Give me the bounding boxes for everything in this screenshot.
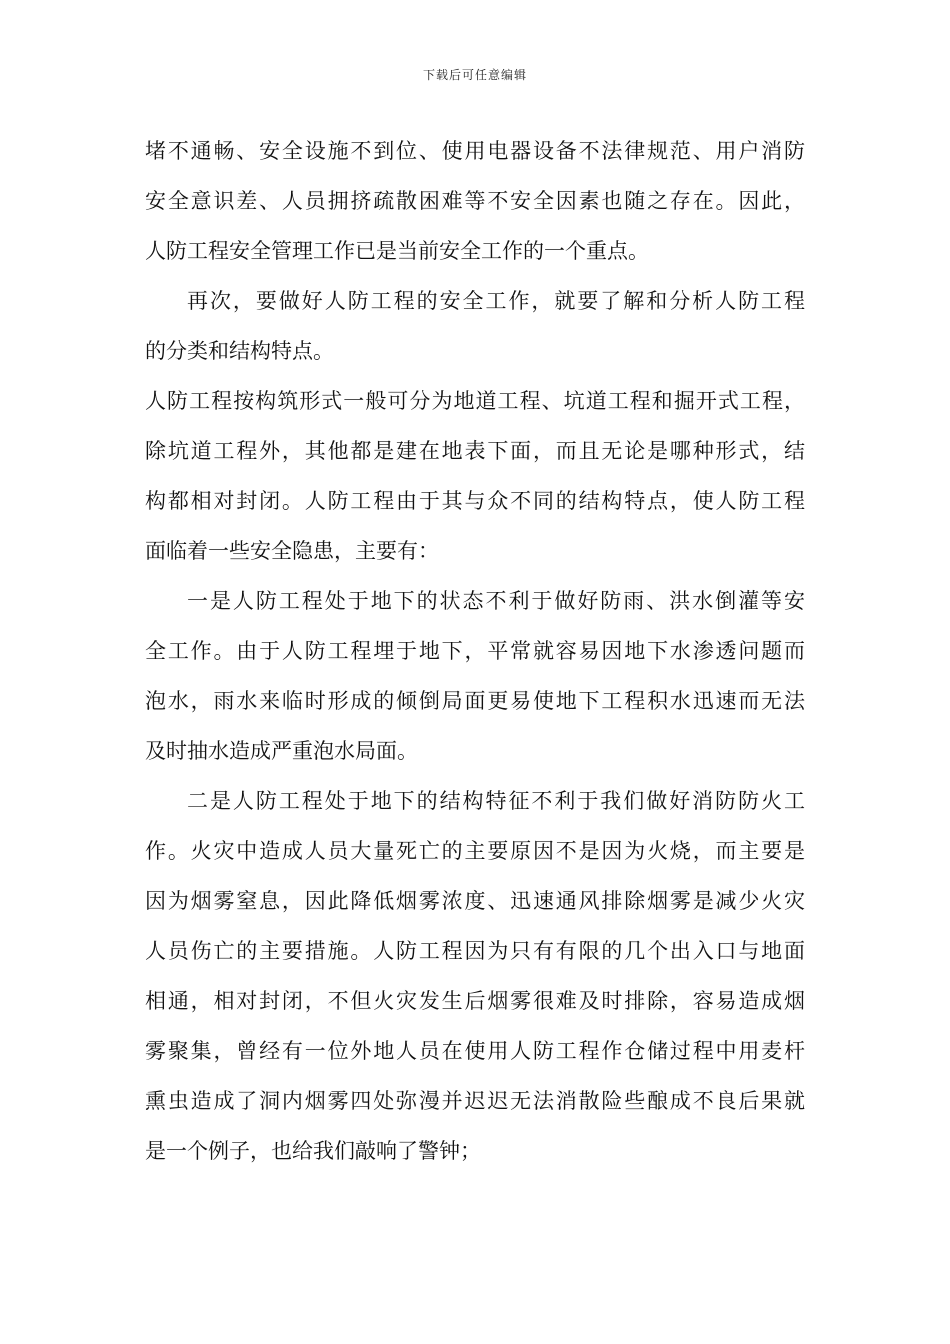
- text-line: 除坑道工程外，其他都是建在地表下面，而且无论是哪种形式，结: [145, 439, 805, 463]
- text-line: 二是人防工程处于地下的结构特征不利于我们做好消防防火工: [187, 789, 805, 813]
- text-line: 人防工程按构筑形式一般可分为地道工程、坑道工程和掘开式工程，: [145, 389, 805, 413]
- text-line: 构都相对封闭。人防工程由于其与众不同的结构特点，使人防工程: [145, 489, 805, 513]
- text-line: 熏虫造成了洞内烟雾四处弥漫并迟迟无法消散险些酿成不良后果就: [145, 1089, 805, 1113]
- text-line: 及时抽水造成严重泡水局面。: [145, 739, 418, 763]
- text-line: 一是人防工程处于地下的状态不利于做好防雨、洪水倒灌等安: [187, 589, 805, 613]
- document-body: [145, 126, 805, 1176]
- text-line: 因为烟雾窒息，因此降低烟雾浓度、迅速通风排除烟雾是减少火灾: [145, 889, 805, 913]
- text-line: 雾聚集，曾经有一位外地人员在使用人防工程作仓储过程中用麦杆: [145, 1039, 805, 1063]
- text-line: 堵不通畅、安全设施不到位、使用电器设备不法律规范、用户消防: [145, 139, 805, 163]
- text-line: 是一个例子，也给我们敲响了警钟；: [145, 1139, 481, 1163]
- text-line: 再次，要做好人防工程的安全工作，就要了解和分析人防工程: [187, 289, 805, 313]
- text-line: 安全意识差、人员拥挤疏散困难等不安全因素也随之存在。因此，: [145, 189, 805, 213]
- text-line: 面临着一些安全隐患，主要有：: [145, 539, 439, 563]
- text-line: 相通，相对封闭，不但火灾发生后烟雾很难及时排除，容易造成烟: [145, 989, 805, 1013]
- text-line: 人员伤亡的主要措施。人防工程因为只有有限的几个出入口与地面: [145, 939, 805, 963]
- text-line: 人防工程安全管理工作已是当前安全工作的一个重点。: [145, 239, 649, 263]
- page-header: 下载后可任意编辑: [422, 68, 527, 82]
- text-line: 的分类和结构特点。: [145, 339, 334, 363]
- text-line: 泡水，雨水来临时形成的倾倒局面更易使地下工程积水迅速而无法: [145, 689, 805, 713]
- text-line: 作。火灾中造成人员大量死亡的主要原因不是因为火烧，而主要是: [145, 839, 805, 863]
- text-line: 全工作。由于人防工程埋于地下，平常就容易因地下水渗透问题而: [145, 639, 805, 663]
